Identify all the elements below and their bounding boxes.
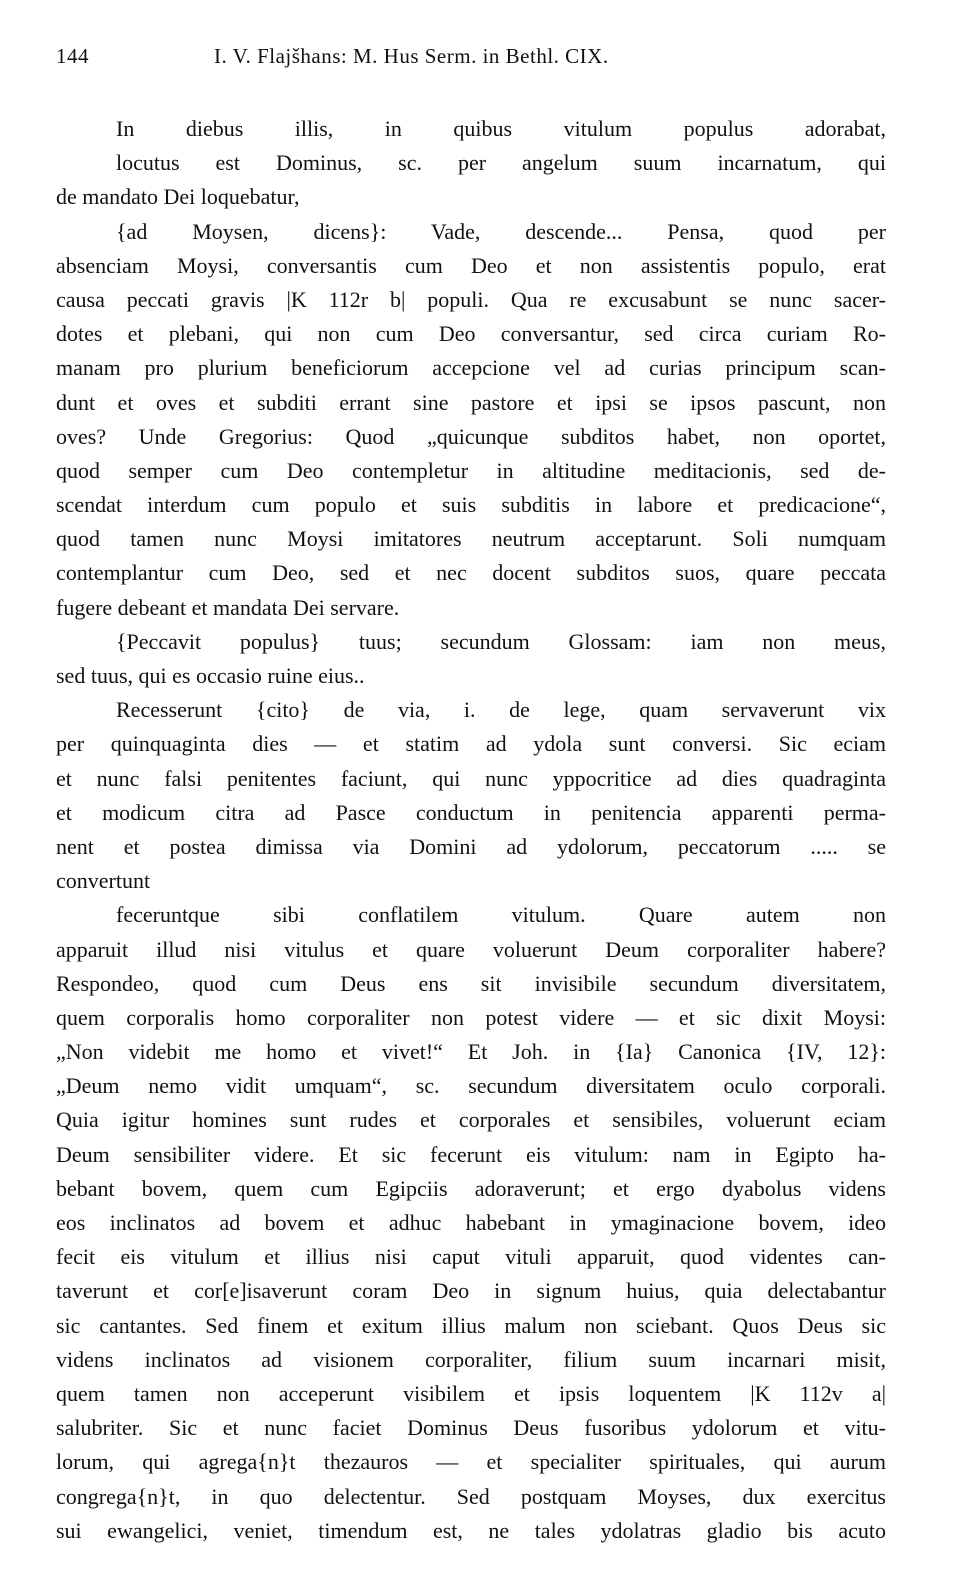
text-line: et modicum citra ad Pasce conductum in penitencia apparenti perma- [56,799,886,825]
text-line: {ad Moysen, dicens}: Vade, descende... Pensa, quod per [116,218,886,244]
text-line: Respondeo, quod cum Deus ens sit invisibile secundum diversitatem, [56,970,886,996]
text-line: „Deum nemo vidit umquam“, sc. secundum diversitatem oculo corporali. [56,1073,886,1099]
text-line: Quia igitur homines sunt rudes et corporales et sensibiles, voluerunt eciam [56,1107,886,1133]
text-line: sic cantantes. Sed finem et exitum illius malum non sciebant. Quos Deus sic [56,1312,886,1338]
text-line: lorum, qui agrega{n}t thezauros — et specialiter spirituales, qui aurum [56,1449,886,1475]
body-text [56,112,886,1548]
text-line: fugere debeant et mandata Dei servare. [56,594,400,620]
text-line: sui ewangelici, veniet, timendum est, ne tales ydolatras gladio bis acuto [56,1517,886,1543]
text-line: absenciam Moysi, conversantis cum Deo et non assistentis populo, erat [56,252,886,278]
text-line: {Peccavit populus} tuus; secundum Glossam: iam non meus, [116,628,886,654]
text-line: quem tamen non acceperunt visibilem et ipsis loquentem |K 112v a| [56,1380,886,1406]
text-line: salubriter. Sic et nunc faciet Dominus Deus fusoribus ydolorum et vitu- [56,1415,886,1441]
text-line: dunt et oves et subditi errant sine pastore et ipsi se ipsos pascunt, non [56,389,886,415]
text-line: fecit eis vitulum et illius nisi caput vituli apparuit, quod videntes can- [56,1244,886,1270]
text-line: eos inclinatos ad bovem et adhuc habebant in ymaginacione bovem, ideo [56,1210,886,1235]
text-line: locutus est Dominus, sc. per angelum suum incarnatum, qui [116,150,886,176]
text-line: oves? Unde Gregorius: Quod „quicunque subditos habet, non oportet, [56,423,886,449]
text-line: feceruntque sibi conflatilem vitulum. Quare autem non [116,902,886,928]
text-line: de mandato Dei loquebatur, [56,184,300,210]
text-line: et nunc falsi penitentes faciunt, qui nunc yppocritice ad dies quadraginta [56,765,886,791]
text-line: apparuit illud nisi vitulus et quare voluerunt Deum corporaliter habere? [56,936,886,962]
text-line: videns inclinatos ad visionem corporaliter, filium suum incarnari misit, [56,1346,886,1372]
text-line: taverunt et cor[e]isaverunt coram Deo in signum huius, quia delectabantur [56,1278,886,1304]
page-number: 144 [56,44,89,68]
text-line: nent et postea dimissa via Domini ad ydolorum, peccatorum ..... se [56,833,886,859]
text-line: scendat interdum cum populo et suis subditis in labore et predicacione“, [56,492,886,518]
text-line: convertunt [56,868,151,894]
text-line: quod semper cum Deo contempletur in altitudine meditacionis, sed de- [56,457,886,483]
text-line: sed tuus, qui es occasio ruine eius.. [56,663,365,688]
text-line: Deum sensibiliter videre. Et sic fecerunt eis vitulum: nam in Egipto ha- [56,1141,886,1167]
text-line: manam pro plurium beneficiorum accepcione vel ad curias principum scan- [56,355,886,381]
text-line: contemplantur cum Deo, sed et nec docent subditos suos, quare peccata [56,560,886,586]
text-line: Recesserunt {cito} de via, i. de lege, quam servaverunt vix [116,697,886,723]
text-line: dotes et plebani, qui non cum Deo conversantur, sed circa curiam Ro- [56,321,886,347]
text-line: per quinquaginta dies — et statim ad ydola sunt conversi. Sic eciam [56,731,886,757]
text-line: quod tamen nunc Moysi imitatores neutrum acceptarunt. Soli numquam [56,526,886,552]
text-line: quem corporalis homo corporaliter non potest videre — et sic dixit Moysi: [56,1004,886,1030]
text-line: bebant bovem, quem cum Egipciis adoraverunt; et ergo dyabolus videns [56,1175,886,1201]
text-line: congrega{n}t, in quo delectentur. Sed postquam Moyses, dux exercitus [56,1483,886,1509]
running-head: I. V. Flajšhans: M. Hus Serm. in Bethl. CIX. [214,44,609,68]
text-line: causa peccati gravis |K 112r b| populi. Qua re excusabunt se nunc sacer- [56,286,886,312]
text-line: „Non videbit me homo et vivet!“ Et Joh. in {Ia} Canonica {IV, 12}: [56,1039,886,1065]
text-line: In diebus illis, in quibus vitulum populus adorabat, [116,116,886,141]
page-header [56,44,886,74]
